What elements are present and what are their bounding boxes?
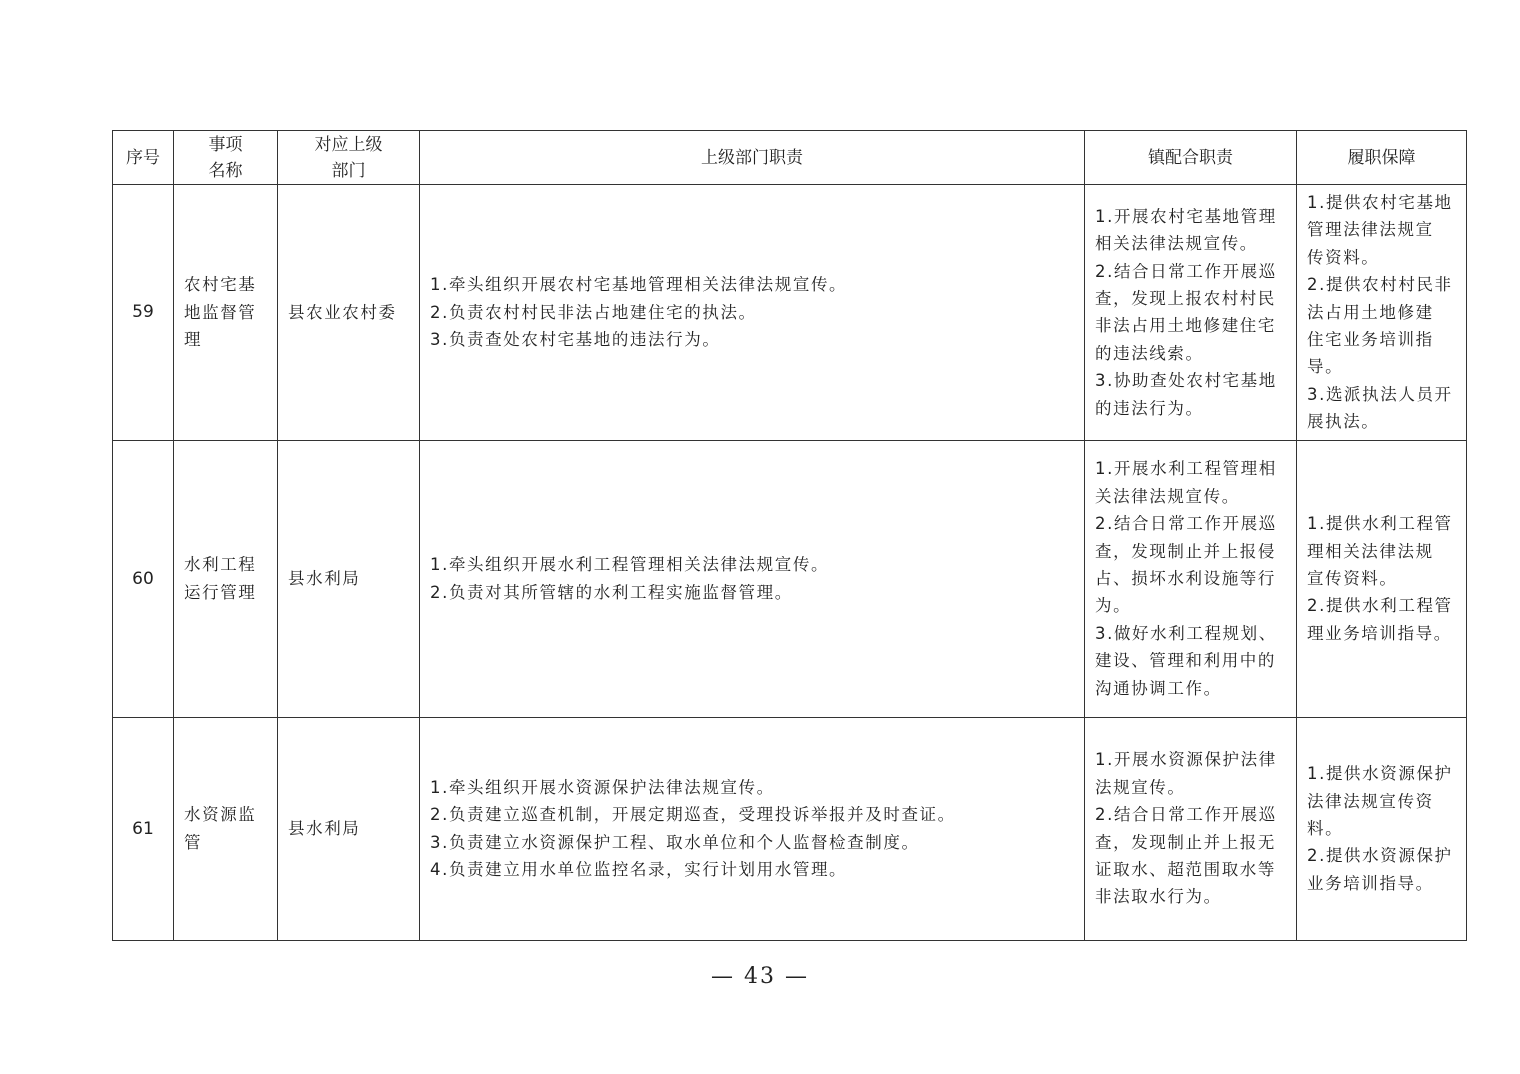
guarantee-line: 传资料。	[1307, 247, 1380, 267]
header-dept-line: 对应上级	[314, 134, 383, 155]
dept-text: 县水利局	[288, 568, 361, 588]
table-row	[113, 717, 1467, 940]
upper-duty-line: 2.负责对其所管辖的水利工程实施监督管理。	[430, 582, 793, 602]
item-line: 农村宅基	[184, 275, 257, 295]
guarantee-line: 2.提供水资源保护	[1307, 846, 1453, 866]
header-dept-line: 部门	[331, 160, 366, 181]
town-duty-line: 关法律法规宣传。	[1095, 486, 1240, 506]
town-duty-line: 证取水、超范围取水等	[1095, 860, 1276, 880]
guarantee-line: 3.选派执法人员开	[1307, 384, 1453, 404]
town-duty-line: 法规宣传。	[1095, 777, 1186, 797]
duty-table	[112, 130, 1467, 941]
dept-text: 县水利局	[288, 818, 361, 838]
guarantee-line: 法占用土地修建	[1307, 302, 1434, 322]
item-line: 运行管理	[184, 582, 257, 602]
item-line: 地监督管	[184, 302, 257, 322]
guarantee-line: 展执法。	[1307, 412, 1380, 432]
row-guarantee	[1297, 185, 1467, 441]
town-duty-line: 2.结合日常工作开展巡	[1095, 514, 1277, 534]
row-seq: 59	[113, 185, 174, 441]
town-duty-line: 2.结合日常工作开展巡	[1095, 805, 1277, 825]
town-duty-line: 1.开展农村宅基地管理	[1095, 206, 1277, 226]
row-dept	[278, 185, 420, 441]
item-line: 理	[184, 330, 203, 350]
town-duty-line: 的违法线索。	[1095, 343, 1204, 363]
guarantee-line: 理业务培训指导。	[1307, 623, 1452, 643]
town-duty-line: 2.结合日常工作开展巡	[1095, 261, 1277, 281]
guarantee-line: 料。	[1307, 818, 1344, 838]
town-duty-line: 非法取水行为。	[1095, 887, 1222, 907]
upper-duty-line: 1.牵头组织开展农村宅基地管理相关法律法规宣传。	[430, 275, 848, 295]
town-duty-line: 查，发现制止并上报侵	[1095, 541, 1276, 561]
row-dept	[278, 717, 420, 940]
town-duty-line: 非法占用土地修建住宅	[1095, 316, 1276, 336]
town-duty-line: 占、损坏水利设施等行	[1095, 568, 1276, 588]
town-duty-line: 建设、管理和利用中的	[1095, 651, 1276, 671]
town-duty-line: 查，发现上报农村村民	[1095, 288, 1276, 308]
town-duty-line: 沟通协调工作。	[1095, 678, 1222, 698]
row-upper-duty	[420, 185, 1085, 441]
header-seq: 序号	[113, 131, 174, 185]
row-upper-duty	[420, 440, 1085, 717]
header-item-line: 名称	[208, 160, 243, 181]
guarantee-line: 1.提供水资源保护	[1307, 764, 1453, 784]
town-duty-line: 3.协助查处农村宅基地	[1095, 371, 1277, 391]
header-town-duty: 镇配合职责	[1085, 131, 1297, 185]
town-duty-line: 查，发现制止并上报无	[1095, 832, 1276, 852]
upper-duty-line: 3.负责查处农村宅基地的违法行为。	[430, 330, 721, 350]
guarantee-line: 1.提供农村宅基地	[1307, 193, 1453, 212]
row-item-name	[174, 440, 278, 717]
dept-text: 县农业农村委	[288, 302, 397, 322]
town-duty-line: 1.开展水利工程管理相	[1095, 459, 1277, 479]
guarantee-line: 导。	[1307, 357, 1344, 377]
row-town-duty	[1085, 440, 1297, 717]
row-seq: 61	[113, 717, 174, 940]
guarantee-line: 业务培训指导。	[1307, 873, 1434, 893]
upper-duty-line: 2.负责农村村民非法占地建住宅的执法。	[430, 302, 757, 322]
guarantee-line: 管理法律法规宣	[1307, 220, 1434, 240]
row-seq: 60	[113, 440, 174, 717]
header-guarantee: 履职保障	[1297, 131, 1467, 185]
guarantee-line: 住宅业务培训指	[1307, 330, 1434, 350]
header-dept	[278, 131, 420, 185]
table-row	[113, 185, 1467, 441]
guarantee-line: 2.提供农村村民非	[1307, 275, 1453, 295]
guarantee-line: 1.提供水利工程管	[1307, 514, 1453, 534]
town-duty-line: 的违法行为。	[1095, 398, 1204, 418]
town-duty-line: 相关法律法规宣传。	[1095, 234, 1258, 254]
upper-duty-line: 2.负责建立巡查机制，开展定期巡查，受理投诉举报并及时查证。	[430, 805, 956, 825]
item-line: 水利工程	[184, 555, 257, 575]
town-duty-line: 为。	[1095, 596, 1132, 616]
item-line: 管	[184, 832, 203, 852]
upper-duty-line: 3.负责建立水资源保护工程、取水单位和个人监督检查制度。	[430, 832, 920, 852]
header-item-line: 事项	[208, 134, 243, 155]
town-duty-line: 3.做好水利工程规划、	[1095, 623, 1277, 643]
table-row	[113, 440, 1467, 717]
row-town-duty	[1085, 717, 1297, 940]
guarantee-line: 法律法规宣传资	[1307, 791, 1434, 811]
page-number: — 43 —	[711, 964, 809, 989]
header-item-name	[174, 131, 278, 185]
row-item-name	[174, 185, 278, 441]
guarantee-line: 理相关法律法规	[1307, 541, 1434, 561]
guarantee-line: 2.提供水利工程管	[1307, 596, 1453, 616]
row-dept	[278, 440, 420, 717]
row-guarantee	[1297, 440, 1467, 717]
row-upper-duty	[420, 717, 1085, 940]
row-guarantee	[1297, 717, 1467, 940]
upper-duty-line: 1.牵头组织开展水资源保护法律法规宣传。	[430, 777, 775, 797]
guarantee-line: 宣传资料。	[1307, 568, 1398, 588]
upper-duty-line: 4.负责建立用水单位监控名录，实行计划用水管理。	[430, 860, 848, 880]
town-duty-line: 1.开展水资源保护法律	[1095, 750, 1277, 770]
row-town-duty	[1085, 185, 1297, 441]
header-row	[113, 131, 1467, 185]
item-line: 水资源监	[184, 805, 257, 825]
header-upper-duty: 上级部门职责	[420, 131, 1085, 185]
upper-duty-line: 1.牵头组织开展水利工程管理相关法律法规宣传。	[430, 555, 830, 575]
row-item-name	[174, 717, 278, 940]
